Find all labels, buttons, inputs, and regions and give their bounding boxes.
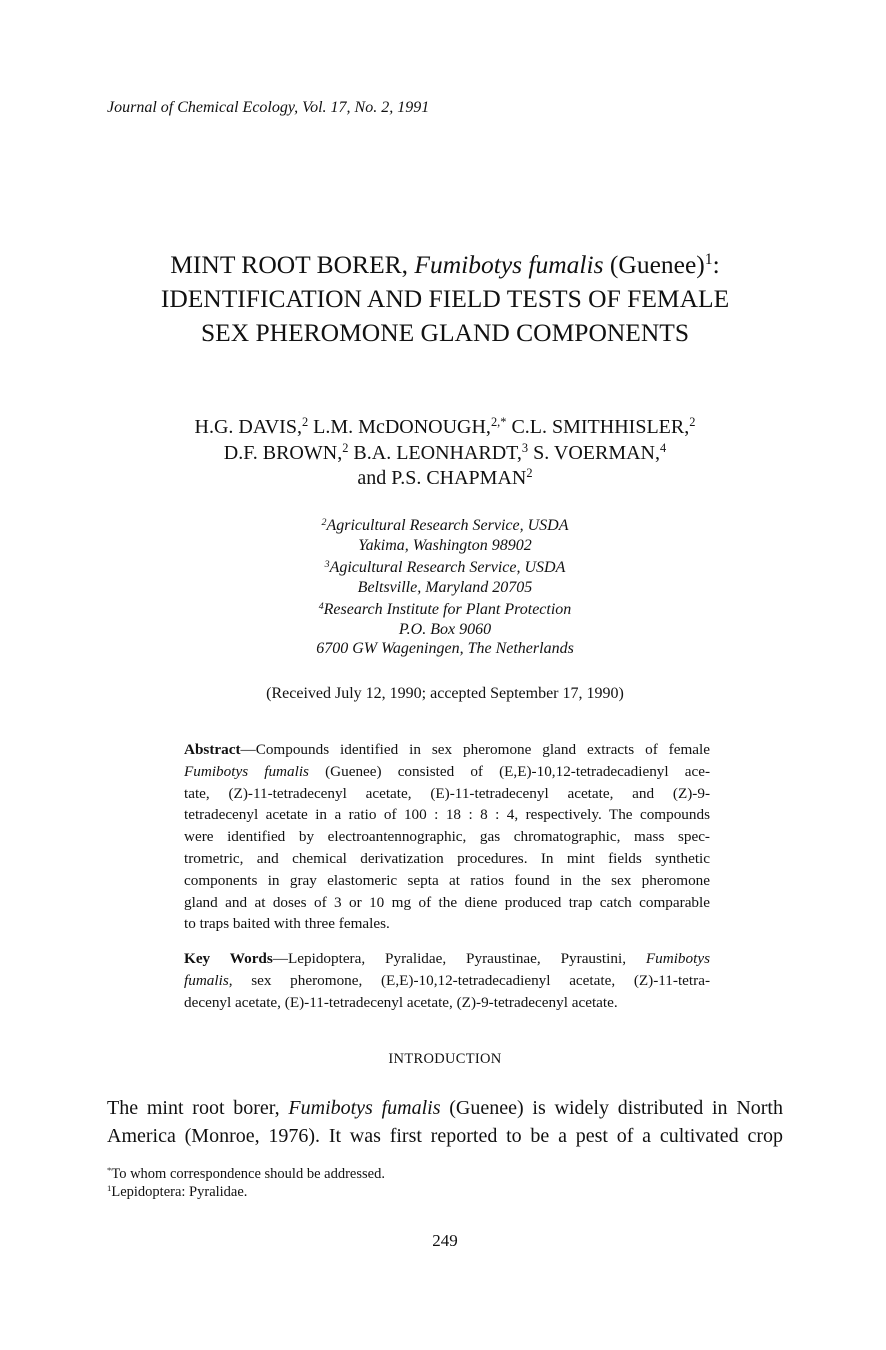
author-line (100, 466, 790, 492)
body-line: America (Monroe, 1976). It was first reported to be a pest of a cultivated crop (107, 1124, 783, 1147)
affiliation-mark: 4 (318, 600, 324, 612)
author-name: C.L. SMITHHISLER, (506, 416, 690, 438)
abstract-line: tate, (Z)-11-tetradecenyl acetate, (E)-11-tetradecenyl acetate, and (Z)-9- (184, 784, 710, 802)
title-text: : (712, 250, 720, 279)
abstract (184, 739, 710, 935)
affiliation-mark: 3 (324, 558, 330, 570)
affiliation-mark: 2 (321, 516, 327, 528)
keywords-line: decenyl acetate, (E)-11-tetradecenyl acetate, (Z)-9-tetradecenyl acetate. (184, 993, 618, 1011)
affiliation-text: Agricultural Research Service, USDA (326, 517, 569, 534)
title-species: Fumibotys fumalis (414, 250, 604, 279)
affiliation-ref: 4 (660, 440, 667, 455)
author-line (100, 441, 790, 467)
footnote-mark: * (107, 1164, 112, 1175)
author-name: and P.S. CHAPMAN (357, 467, 527, 489)
author-name: H.G. DAVIS, (194, 416, 302, 438)
introduction-paragraph (107, 1095, 783, 1150)
footnotes (107, 1165, 385, 1201)
abstract-line (184, 739, 710, 761)
affiliation-ref: 2 (342, 440, 349, 455)
body-line (107, 1095, 783, 1123)
species-name: Fumibotys fumalis (184, 762, 309, 780)
abstract-line: tetradecenyl acetate in a ratio of 100 : 18 : 8 : 4, respectively. The compounds (184, 806, 710, 824)
title-text: (Guenee) (603, 250, 705, 279)
keywords-text: , sex pheromone, (E,E)-10,12-tetradecadienyl acetate, (Z)-11-tetra- (228, 971, 710, 989)
body-text: (Guenee) is widely distributed in North (440, 1097, 783, 1119)
affiliation-address: P.O. Box 9060 (398, 620, 492, 638)
keywords-line (184, 970, 710, 992)
species-name: Fumibotys (645, 950, 710, 967)
title-line-1 (100, 248, 790, 282)
author-line (100, 415, 790, 441)
title-line-3: SEX PHEROMONE GLAND COMPONENTS (200, 318, 690, 347)
affiliation-text: Research Institute for Plant Protection (323, 601, 572, 618)
affiliation (200, 600, 690, 659)
affiliations (200, 516, 690, 662)
abstract-line: to traps baited with three females. (184, 915, 390, 933)
footnote (107, 1183, 385, 1201)
abstract-label: Abstract (184, 741, 241, 758)
journal-citation: Journal of Chemical Ecology, Vol. 17, No. 2, 1991 (107, 99, 430, 116)
affiliation-ref: 2 (526, 466, 533, 481)
affiliation-line (200, 558, 690, 578)
received-dates: (Received July 12, 1990; accepted September 17, 1990) (266, 685, 624, 702)
footnote-mark: 1 (107, 1182, 112, 1193)
species-name: fumalis (184, 971, 229, 989)
article-title (100, 248, 790, 350)
keywords-line (184, 948, 710, 970)
affiliation (200, 558, 690, 597)
affiliation-line (200, 600, 690, 620)
body-text: The mint root borer, (107, 1097, 289, 1119)
title-text: MINT ROOT BORER, (170, 250, 415, 279)
affiliation-ref: 2 (301, 415, 309, 430)
affiliation-line (200, 516, 690, 536)
keywords-label: Key Words (184, 950, 273, 967)
abstract-line: gland and at doses of 3 or 10 mg of the diene produced trap catch comparable (184, 893, 710, 911)
species-name: Fumibotys fumalis (288, 1097, 441, 1119)
affiliation-text: Agicultural Research Service, USDA (329, 559, 566, 576)
keywords-text: —Lepidoptera, Pyralidae, Pyraustinae, Pyraustini, (272, 950, 646, 967)
author-name: L.M. McDONOUGH, (308, 416, 491, 438)
affiliation (200, 516, 690, 555)
abstract-line (184, 761, 710, 783)
abstract-line: components in gray elastomeric septa at ratios found in the sex pheromone (184, 871, 710, 889)
key-words (184, 948, 710, 1013)
affiliation-ref: 3 (521, 440, 529, 455)
affiliation-ref: 2 (689, 415, 696, 430)
author-name: D.F. BROWN, (223, 441, 343, 464)
affiliation-address: Yakima, Washington 98902 (358, 536, 532, 554)
author-name: B.A. LEONHARDT, (348, 441, 522, 464)
section-heading: INTRODUCTION (388, 1051, 502, 1067)
footnote-text: Lepidoptera: Pyralidae. (111, 1184, 248, 1200)
abstract-line: trometric, and chemical derivatization procedures. In mint fields synthetic (184, 849, 710, 867)
abstract-text: —Compounds identified in sex pheromone gland extracts of female (240, 741, 710, 758)
affiliation-address: Beltsville, Maryland 20705 (357, 578, 533, 596)
author-list (100, 415, 790, 492)
footnote (107, 1165, 385, 1183)
footnote-ref: 1 (704, 251, 713, 269)
abstract-line: were identified by electroantennographic, gas chromatographic, mass spec- (184, 828, 710, 846)
affiliation-ref: 2,* (490, 415, 507, 430)
author-name: S. VOERMAN, (528, 441, 660, 464)
affiliation-address: 6700 GW Wageningen, The Netherlands (316, 640, 574, 657)
title-line-2: IDENTIFICATION AND FIELD TESTS OF FEMALE (160, 284, 730, 313)
footnote-text: To whom correspondence should be addressed. (111, 1166, 385, 1182)
abstract-text: (Guenee) consisted of (E,E)-10,12-tetradecadienyl ace- (308, 762, 710, 780)
page-number: 249 (432, 1231, 458, 1250)
